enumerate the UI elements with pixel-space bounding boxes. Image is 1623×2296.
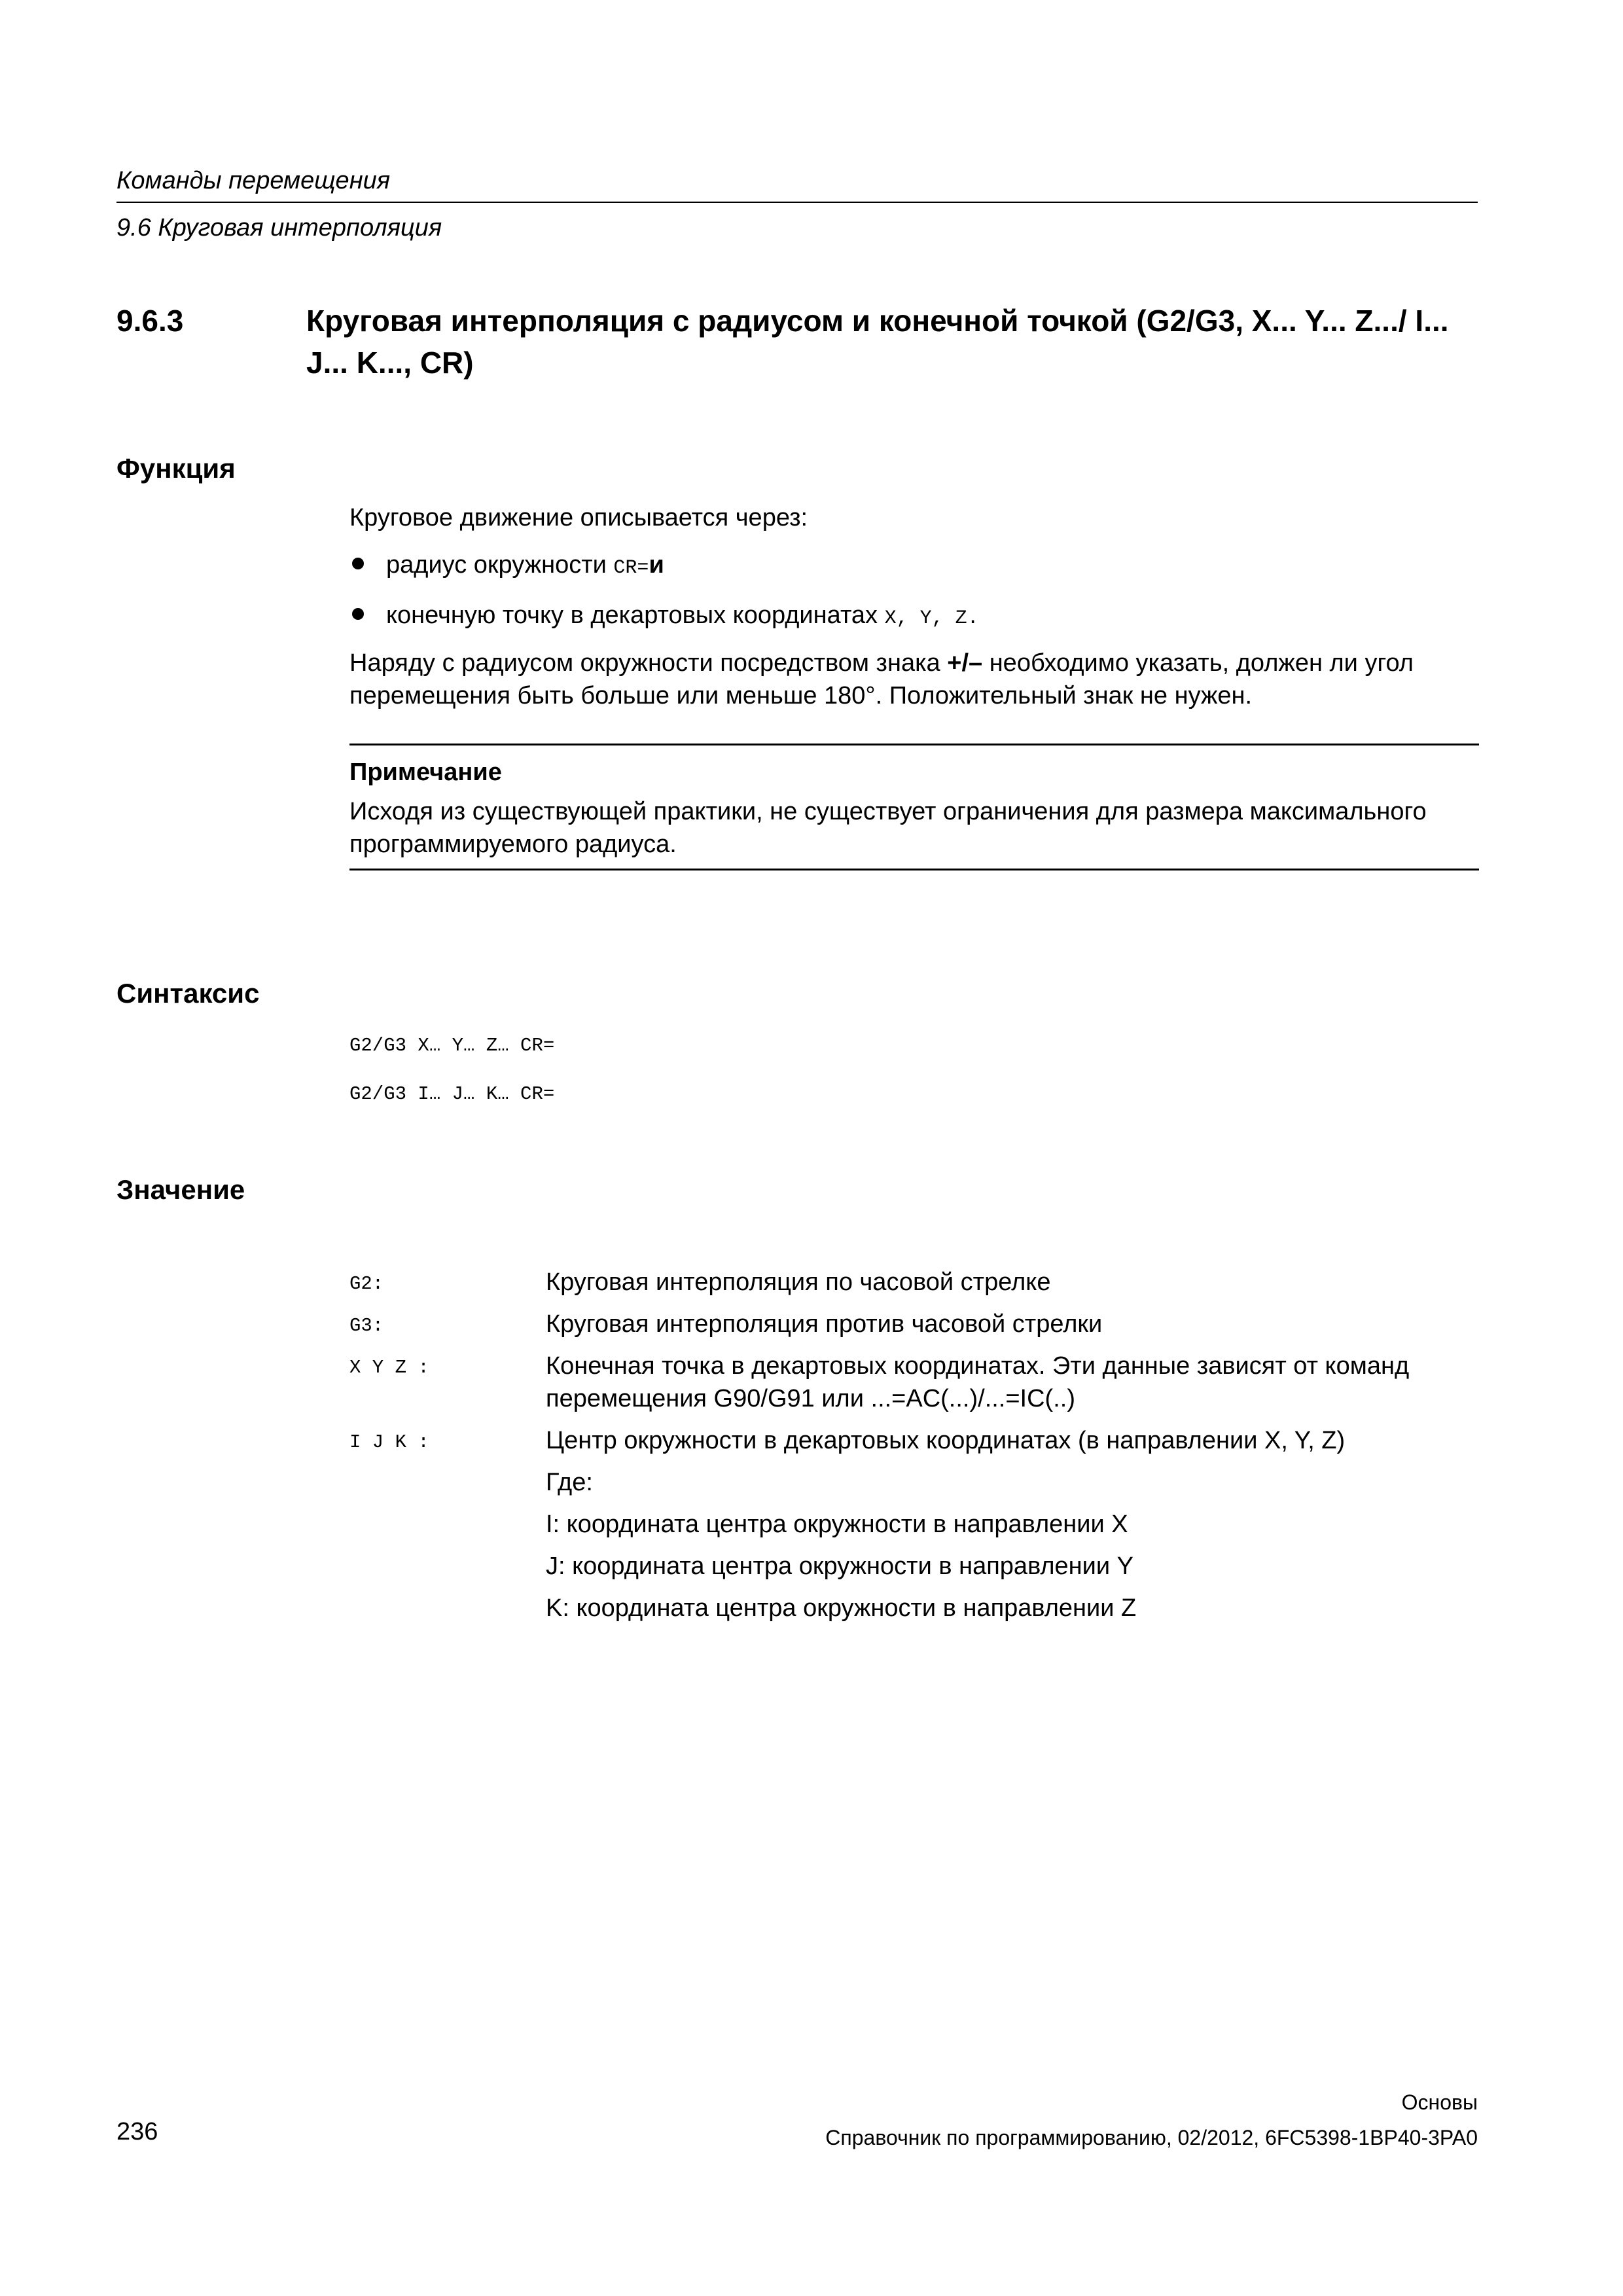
function-paragraph-start: Наряду с радиусом окружности посредством знака: [349, 649, 948, 677]
meaning-param: X Y Z :: [349, 1357, 429, 1378]
function-bullet-list: [349, 548, 1479, 635]
running-header-chapter: Команды перемещения: [116, 165, 1478, 203]
section-number: 9.6.3: [116, 304, 184, 338]
footer-page-number: 236: [116, 2118, 158, 2145]
function-bullet-endpoint: [349, 599, 1479, 635]
note-title: Примечание: [349, 759, 502, 786]
footer-reference: Справочник по программированию, 02/2012, 6FC5398-1BP40-3PA0: [825, 2126, 1478, 2149]
footer-book: Основы: [1401, 2090, 1478, 2114]
running-header-section: 9.6 Круговая интерполяция: [116, 214, 442, 242]
bullet-icon: [352, 608, 364, 620]
note-text: Исходя из существующей практики, не существует ограничения для размера максимального программируемого радиуса.: [349, 798, 1427, 858]
meaning-extra-line: K: координата центра окружности в направлении Z: [546, 1594, 1137, 1622]
section-title: Круговая интерполяция с радиусом и конечной точкой (G2/G3, X... Y... Z.../ I... J... K..., CR): [306, 304, 1449, 380]
function-heading: Функция: [116, 453, 236, 484]
bullet-endpoint-text: конечную точку в декартовых координатах: [386, 601, 885, 629]
meaning-extra-line: Где:: [546, 1469, 593, 1496]
function-body: [349, 501, 1479, 712]
function-intro: Круговое движение описывается через:: [349, 504, 808, 531]
meaning-param: I J K :: [349, 1431, 429, 1453]
running-header: [116, 165, 1478, 243]
bullet-radius-tail: и: [649, 551, 664, 579]
function-paragraph-sign: +/–: [947, 649, 983, 677]
note-box: [349, 744, 1479, 870]
meaning-param: G2:: [349, 1273, 384, 1295]
bullet-endpoint-code: X, Y, Z.: [884, 607, 979, 630]
bullet-radius-code: CR=: [613, 557, 649, 579]
meaning-desc: Конечная точка в декартовых координатах. Эти данные зависят от команд перемещения G90/G91 или ...=AC(...)/...=IC(..): [546, 1352, 1410, 1412]
syntax-line: G2/G3 X… Y… Z… CR=: [349, 1035, 555, 1056]
function-paragraph-end: необходимо указать, должен ли угол перемещения быть больше или меньше 180°. Положительный знак не нужен.: [349, 649, 1414, 709]
meaning-desc: Круговая интерполяция против часовой стрелки: [546, 1310, 1103, 1338]
function-paragraph: [349, 647, 1479, 712]
meaning-heading: Значение: [116, 1174, 245, 1205]
meaning-desc: Круговая интерполяция по часовой стрелке: [546, 1268, 1051, 1296]
meaning-extra-line: J: координата центра окружности в направлении Y: [546, 1552, 1134, 1580]
syntax-heading: Синтаксис: [116, 978, 260, 1009]
meaning-extra-line: I: координата центра окружности в направлении X: [546, 1511, 1128, 1538]
meaning-param: G3:: [349, 1315, 384, 1336]
bullet-radius-text: радиус окружности: [386, 551, 614, 579]
syntax-line: G2/G3 I… J… K… CR=: [349, 1083, 555, 1105]
bullet-icon: [352, 558, 364, 569]
meaning-desc: Центр окружности в декартовых координатах (в направлении X, Y, Z): [546, 1427, 1346, 1454]
function-bullet-radius: [349, 548, 1479, 584]
